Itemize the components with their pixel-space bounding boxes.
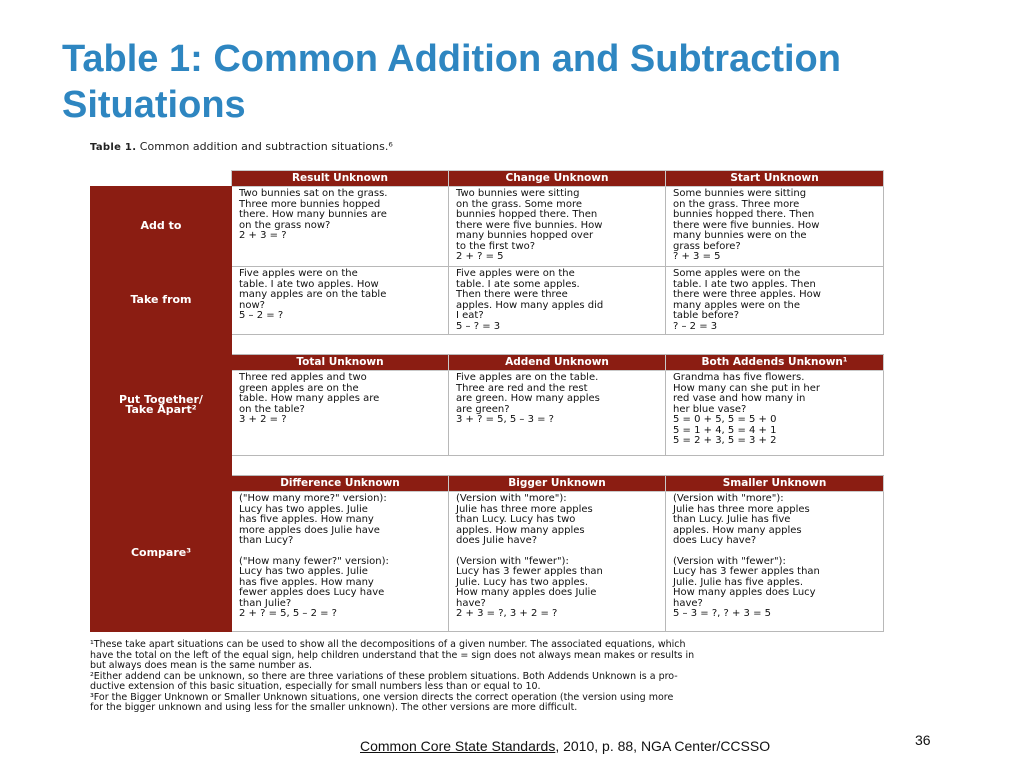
table-caption-text: Common addition and subtraction situations.⁶ xyxy=(139,140,393,153)
row-label-take-from: Take from xyxy=(91,267,232,335)
col-header-difference-unknown: Difference Unknown xyxy=(232,476,449,492)
cell-line: there were three apples. How xyxy=(673,289,821,300)
cell-line: 2 + 3 = ?, 3 + 2 = ? xyxy=(456,608,558,619)
footnote-line: ductive extension of this basic situation, especially for small numbers less than or equal to 10. xyxy=(90,681,541,692)
cell-line: there were five bunnies. How xyxy=(673,219,820,231)
cell-line: Some bunnies were sitting xyxy=(673,188,807,199)
cell-line: bunnies hopped there. Then xyxy=(673,209,815,220)
cell-line: apples. How many apples did xyxy=(456,299,604,311)
cell-line: 2 + ? = 5 xyxy=(456,251,504,262)
row-label-put-together-line1: Put Together/ xyxy=(119,392,203,406)
spacer-row-1 xyxy=(91,335,884,355)
cell-line: Two bunnies were sitting xyxy=(456,188,580,199)
table-caption xyxy=(90,140,393,153)
cell-line: table. I ate two apples. Then xyxy=(673,278,816,290)
cell-line: her blue vase? xyxy=(673,403,747,415)
cell-line: ? + 3 = 5 xyxy=(673,251,721,262)
cell-take-from-start xyxy=(666,267,884,335)
cell-line: Some apples were on the xyxy=(673,268,801,279)
cell-line: Lucy has two apples. Julie xyxy=(239,566,368,577)
cell-line: 5 – ? = 3 xyxy=(456,320,501,332)
cell-line: Three are red and the rest xyxy=(456,382,588,394)
cell-take-from-change xyxy=(449,267,666,335)
cell-line: Five apples are on the table. xyxy=(456,372,599,383)
col-header-addend-unknown: Addend Unknown xyxy=(449,355,666,371)
cell-line: 5 = 2 + 3, 5 = 3 + 2 xyxy=(673,435,777,446)
cell-gap xyxy=(673,547,876,557)
footnote-line: for the bigger unknown and using less for the smaller unknown). The other versions are more difficult. xyxy=(90,702,578,713)
cell-line: 5 = 0 + 5, 5 = 5 + 0 xyxy=(673,414,777,425)
cell-line: 3 + ? = 5, 5 – 3 = ? xyxy=(456,414,554,425)
cell-line: Five apples were on the xyxy=(239,268,358,279)
cell-line: on the table? xyxy=(239,403,305,415)
cell-line: grass before? xyxy=(673,240,741,252)
footnote-line: have the total on the left of the equal sign, help children understand that the = sign does not always mean makes or results in xyxy=(90,649,695,661)
cell-line: 2 + 3 = ? xyxy=(239,230,287,241)
cell-compare-bigger xyxy=(449,492,666,632)
cell-line: 5 – 3 = ?, ? + 3 = 5 xyxy=(673,608,771,619)
col-header-bigger-unknown: Bigger Unknown xyxy=(449,476,666,492)
cell-take-from-result xyxy=(232,267,449,335)
cell-put-together-both xyxy=(666,371,884,456)
cell-line: fewer apples does Lucy have xyxy=(239,587,385,598)
cell-line: are green. How many apples xyxy=(456,393,600,404)
cell-line: (Version with "fewer"): xyxy=(673,555,786,567)
cell-line: table. How many apples are xyxy=(239,393,380,404)
cell-line: are green? xyxy=(456,403,510,415)
cell-line: many bunnies were on the xyxy=(673,230,807,241)
spacer-cell-2 xyxy=(232,456,884,476)
cell-line: 5 – 2 = ? xyxy=(239,310,284,321)
row-label-put-together xyxy=(91,355,232,456)
cell-line: many bunnies hopped over xyxy=(456,230,594,241)
row-add-to xyxy=(91,187,884,267)
cell-line: green apples are on the xyxy=(239,382,359,394)
cell-add-to-result xyxy=(232,187,449,267)
cell-line: table. I ate two apples. How xyxy=(239,278,379,290)
cell-line: Then there were three xyxy=(456,289,568,300)
col-header-result-unknown: Result Unknown xyxy=(232,171,449,187)
row-label-put-together-line2: Take Apart² xyxy=(125,403,197,416)
cell-line: 2 + ? = 5, 5 – 2 = ? xyxy=(239,608,337,619)
cell-line: red vase and how many in xyxy=(673,393,806,404)
col-header-both-addends-unknown: Both Addends Unknown¹ xyxy=(666,355,884,371)
slide-title: Table 1: Common Addition and Subtraction Situations xyxy=(62,38,841,126)
cell-line: Julie. Lucy has two apples. xyxy=(456,576,589,588)
cell-line: Three more bunnies hopped xyxy=(239,198,381,210)
row-take-from xyxy=(91,267,884,335)
cell-line: than Lucy. Lucy has two xyxy=(456,514,576,525)
cell-add-to-change xyxy=(449,187,666,267)
cell-line: ? – 2 = 3 xyxy=(673,320,718,332)
cell-line: does Julie have? xyxy=(456,535,538,546)
footnotes xyxy=(90,640,890,714)
cell-line: Two bunnies sat on the grass. xyxy=(239,188,388,199)
cell-add-to-start xyxy=(666,187,884,267)
cell-line: How many apples does Julie xyxy=(456,587,597,598)
cell-line: (Version with "fewer"): xyxy=(456,555,569,567)
header-corner xyxy=(91,171,232,187)
header-row-2 xyxy=(91,355,884,371)
col-header-start-unknown: Start Unknown xyxy=(666,171,884,187)
cell-line: Lucy has 3 fewer apples than xyxy=(673,566,820,577)
footnote-line: ³For the Bigger Unknown or Smaller Unknown situations, one version directs the correct operation (the version using more xyxy=(90,691,674,703)
source-citation xyxy=(360,738,770,754)
cell-line: than Julie? xyxy=(239,597,292,609)
page-number: 36 xyxy=(915,732,931,748)
cell-line: ("How many more?" version): xyxy=(239,493,387,504)
footnote-line: ²Either addend can be unknown, so there are three variations of these problem situations. Both Addends Unknown is a pro- xyxy=(90,670,678,682)
col-header-total-unknown: Total Unknown xyxy=(232,355,449,371)
cell-line: Julie has three more apples xyxy=(673,503,810,515)
cell-line: does Lucy have? xyxy=(673,535,757,546)
col-header-smaller-unknown: Smaller Unknown xyxy=(666,476,884,492)
cell-gap xyxy=(239,547,441,557)
spacer-label-2 xyxy=(91,456,232,476)
cell-line: there. How many bunnies are xyxy=(239,209,387,220)
cell-line: ("How many fewer?" version): xyxy=(239,555,389,567)
cell-line: have? xyxy=(456,597,486,609)
table-caption-label: Table 1. xyxy=(90,142,137,153)
cell-line: table before? xyxy=(673,310,739,321)
cell-line: apples. How many apples xyxy=(673,524,802,536)
cell-put-together-addend xyxy=(449,371,666,456)
col-header-change-unknown: Change Unknown xyxy=(449,171,666,187)
cell-line: 3 + 2 = ? xyxy=(239,414,287,425)
cell-line: Lucy has 3 fewer apples than xyxy=(456,566,603,577)
cell-put-together-total xyxy=(232,371,449,456)
cell-line: apples. How many apples xyxy=(456,524,585,536)
cell-gap xyxy=(456,547,658,557)
cell-line: than Lucy? xyxy=(239,535,294,546)
cell-line: 5 = 1 + 4, 5 = 4 + 1 xyxy=(673,424,777,436)
row-label-compare: Compare³ xyxy=(91,476,232,632)
source-details: , 2010, p. 88, NGA Center/CCSSO xyxy=(555,738,771,754)
source-link[interactable]: Common Core State Standards xyxy=(360,738,556,754)
cell-line: to the first two? xyxy=(456,240,536,252)
cell-compare-smaller xyxy=(666,492,884,632)
cell-line: table. I ate some apples. xyxy=(456,278,580,290)
spacer-label-1 xyxy=(91,335,232,355)
cell-line: many apples were on the xyxy=(673,299,801,311)
cell-line: on the grass. Some more xyxy=(456,198,583,210)
cell-line: many apples are on the table xyxy=(239,289,387,300)
cell-line: (Version with "more"): xyxy=(456,493,567,504)
header-row-1 xyxy=(91,171,884,187)
cell-line: How many can she put in her xyxy=(673,382,821,394)
cell-line: Julie has three more apples xyxy=(456,503,593,515)
cell-line: (Version with "more"): xyxy=(673,493,784,504)
cell-line: has five apples. How many xyxy=(239,514,374,525)
cell-line: than Lucy. Julie has five xyxy=(673,514,791,525)
cell-line: on the grass. Three more xyxy=(673,198,800,210)
spacer-cell-1 xyxy=(232,335,884,355)
cell-line: Grandma has five flowers. xyxy=(673,372,805,383)
situations-table xyxy=(90,170,884,632)
cell-line: Five apples were on the xyxy=(456,268,575,279)
cell-line: have? xyxy=(673,597,703,609)
cell-compare-difference xyxy=(232,492,449,632)
row-label-add-to: Add to xyxy=(91,187,232,267)
footnote-line: ¹These take apart situations can be used to show all the decompositions of a given number. The associated equations, which xyxy=(90,639,686,650)
cell-line: has five apples. How many xyxy=(239,576,374,588)
cell-line: How many apples does Lucy xyxy=(673,587,816,598)
cell-line: more apples does Julie have xyxy=(239,524,380,536)
footnote-line: but always does mean is the same number as. xyxy=(90,660,313,671)
cell-line: Lucy has two apples. Julie xyxy=(239,503,368,515)
cell-line: on the grass now? xyxy=(239,219,331,231)
cell-line: I eat? xyxy=(456,310,484,321)
cell-line: Three red apples and two xyxy=(239,372,367,383)
cell-line: bunnies hopped there. Then xyxy=(456,209,598,220)
cell-line: now? xyxy=(239,299,265,311)
header-row-3 xyxy=(91,476,884,492)
cell-line: there were five bunnies. How xyxy=(456,219,603,231)
cell-line: Julie. Julie has five apples. xyxy=(673,576,804,588)
spacer-row-2 xyxy=(91,456,884,476)
